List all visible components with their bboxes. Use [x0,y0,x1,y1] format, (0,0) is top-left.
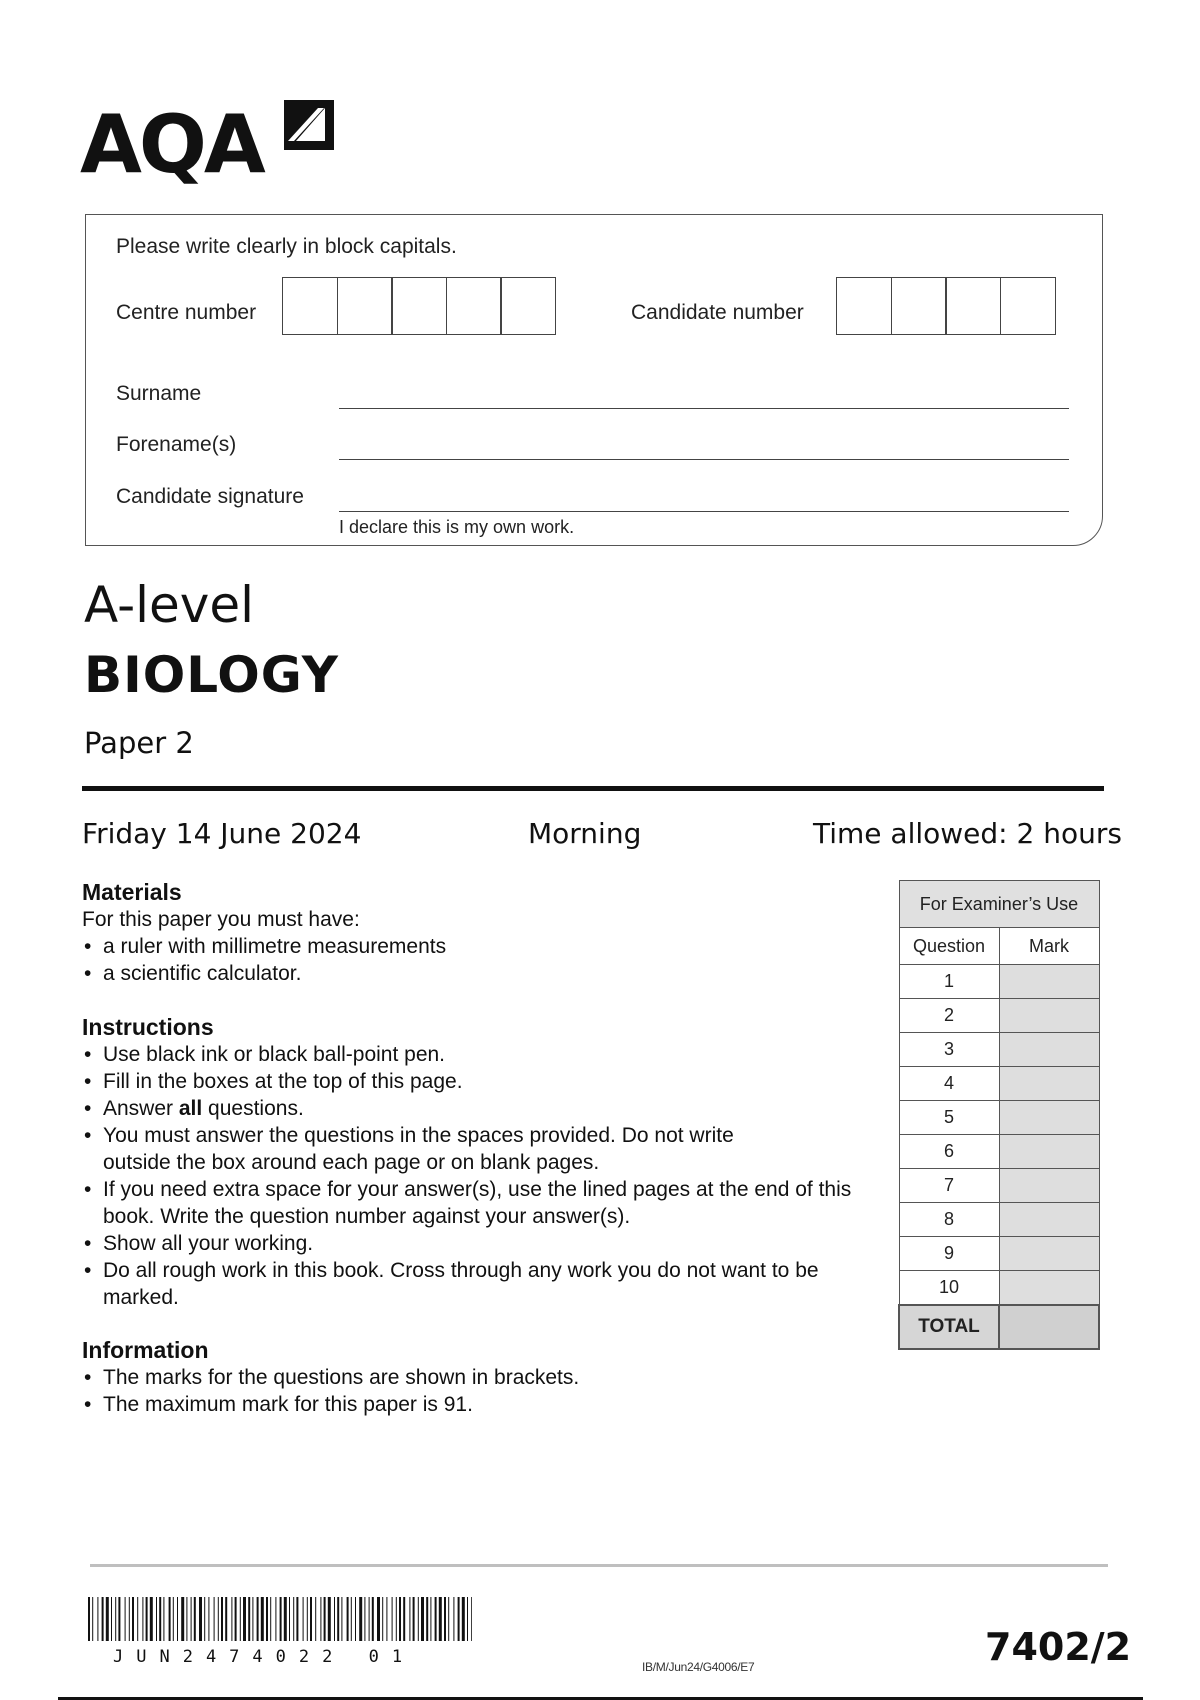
question-number: 8 [899,1203,999,1237]
barcode-icon [88,1597,472,1653]
question-number: 1 [899,965,999,999]
subject-title: BIOLOGY [84,646,339,704]
qualification-level: A-level [84,576,255,634]
mark-cell [999,1169,1099,1203]
signature-line[interactable] [339,511,1069,512]
candidate-number-label: Candidate number [631,301,804,324]
list-item-answer-all [82,1095,872,1122]
exam-date: Friday 14 June 2024 [82,817,362,850]
candidate-number-digit-box[interactable] [1000,277,1056,335]
materials-heading: Materials [82,879,182,905]
question-column-header: Question [899,928,999,965]
list-item: • a scientific calculator. [82,960,872,987]
materials-list [82,933,872,987]
instructions-list [82,1041,872,1311]
logo-text: AQA [80,98,263,191]
centre-number-digit-box[interactable] [282,277,338,335]
mark-cell [999,1135,1099,1169]
declaration-text: I declare this is my own work. [339,517,575,537]
answer-all-suffix: questions. [202,1097,304,1120]
centre-number-digit-box[interactable] [500,277,556,335]
mark-cell [999,1033,1099,1067]
mark-cell [999,999,1099,1033]
aqa-flag-icon [278,94,340,156]
mark-cell [999,1237,1099,1271]
question-number: 10 [899,1271,999,1306]
centre-number-boxes [282,277,555,335]
mark-cell [999,1101,1099,1135]
question-number: 3 [899,1033,999,1067]
mark-column-header: Mark [999,928,1099,965]
mark-cell [999,1271,1099,1306]
forename-label: Forename(s) [116,433,237,456]
mark-cell [999,965,1099,999]
surname-line[interactable] [339,408,1069,409]
question-number: 9 [899,1237,999,1271]
candidate-number-digit-box[interactable] [891,277,947,335]
information-heading: Information [82,1337,209,1363]
footer-divider [90,1564,1108,1567]
examiner-table-header: For Examiner’s Use [899,881,1099,928]
centre-number-label: Centre number [116,301,257,324]
document-reference: IB/M/Jun24/G4006/E7 [642,1660,755,1674]
question-number: 2 [899,999,999,1033]
instructions-heading: Instructions [82,1014,214,1040]
question-number: 6 [899,1135,999,1169]
forename-line[interactable] [339,459,1069,460]
candidate-details-box [85,214,1103,546]
information-section [82,1336,872,1418]
paper-code: 7402/2 [985,1625,1132,1669]
examiner-use-table [898,880,1100,1350]
centre-number-digit-box[interactable] [446,277,502,335]
exam-session: Morning [528,817,642,850]
block-capitals-instruction: Please write clearly in block capitals. [116,235,457,258]
answer-all-emphasis: all [178,1097,203,1120]
list-item: • If you need extra space for your answer(s), use the lined pages at the end of this book. Write the question number against your answer(s). [82,1176,893,1230]
question-number: 7 [899,1169,999,1203]
total-label: TOTAL [899,1305,999,1349]
instructions-section [82,1013,872,1311]
mark-cell [999,1067,1099,1101]
list-item: • Fill in the boxes at the top of this page. [82,1068,872,1095]
candidate-number-boxes [836,277,1054,335]
answer-all-prefix: Answer [103,1097,179,1120]
candidate-number-digit-box[interactable] [945,277,1001,335]
list-item: • You must answer the questions in the spaces provided. Do not write outside the box around each page or on blank pages. [82,1122,803,1176]
list-item: • a ruler with millimetre measurements [82,933,872,960]
candidate-number-digit-box[interactable] [836,277,892,335]
aqa-logo [80,100,350,190]
centre-number-digit-box[interactable] [337,277,393,335]
list-item: • Do all rough work in this book. Cross through any work you do not want to be marked. [82,1257,838,1311]
centre-number-digit-box[interactable] [391,277,447,335]
list-item: • The marks for the questions are shown in brackets. [82,1364,872,1391]
total-mark-cell [999,1305,1099,1349]
mark-cell [999,1203,1099,1237]
surname-label: Surname [116,382,202,405]
materials-section [82,878,872,987]
list-item: • The maximum mark for this paper is 91. [82,1391,872,1418]
barcode-digits: JUN2474022 01 [113,1647,416,1667]
list-item: • Use black ink or black ball-point pen. [82,1041,872,1068]
question-number: 5 [899,1101,999,1135]
information-list [82,1364,872,1418]
time-allowed: Time allowed: 2 hours [813,817,1122,850]
list-item: • Show all your working. [82,1230,872,1257]
question-number: 4 [899,1067,999,1101]
title-divider [82,786,1104,791]
materials-intro: For this paper you must have: [82,908,360,931]
signature-label: Candidate signature [116,485,304,508]
paper-number: Paper 2 [84,726,194,760]
